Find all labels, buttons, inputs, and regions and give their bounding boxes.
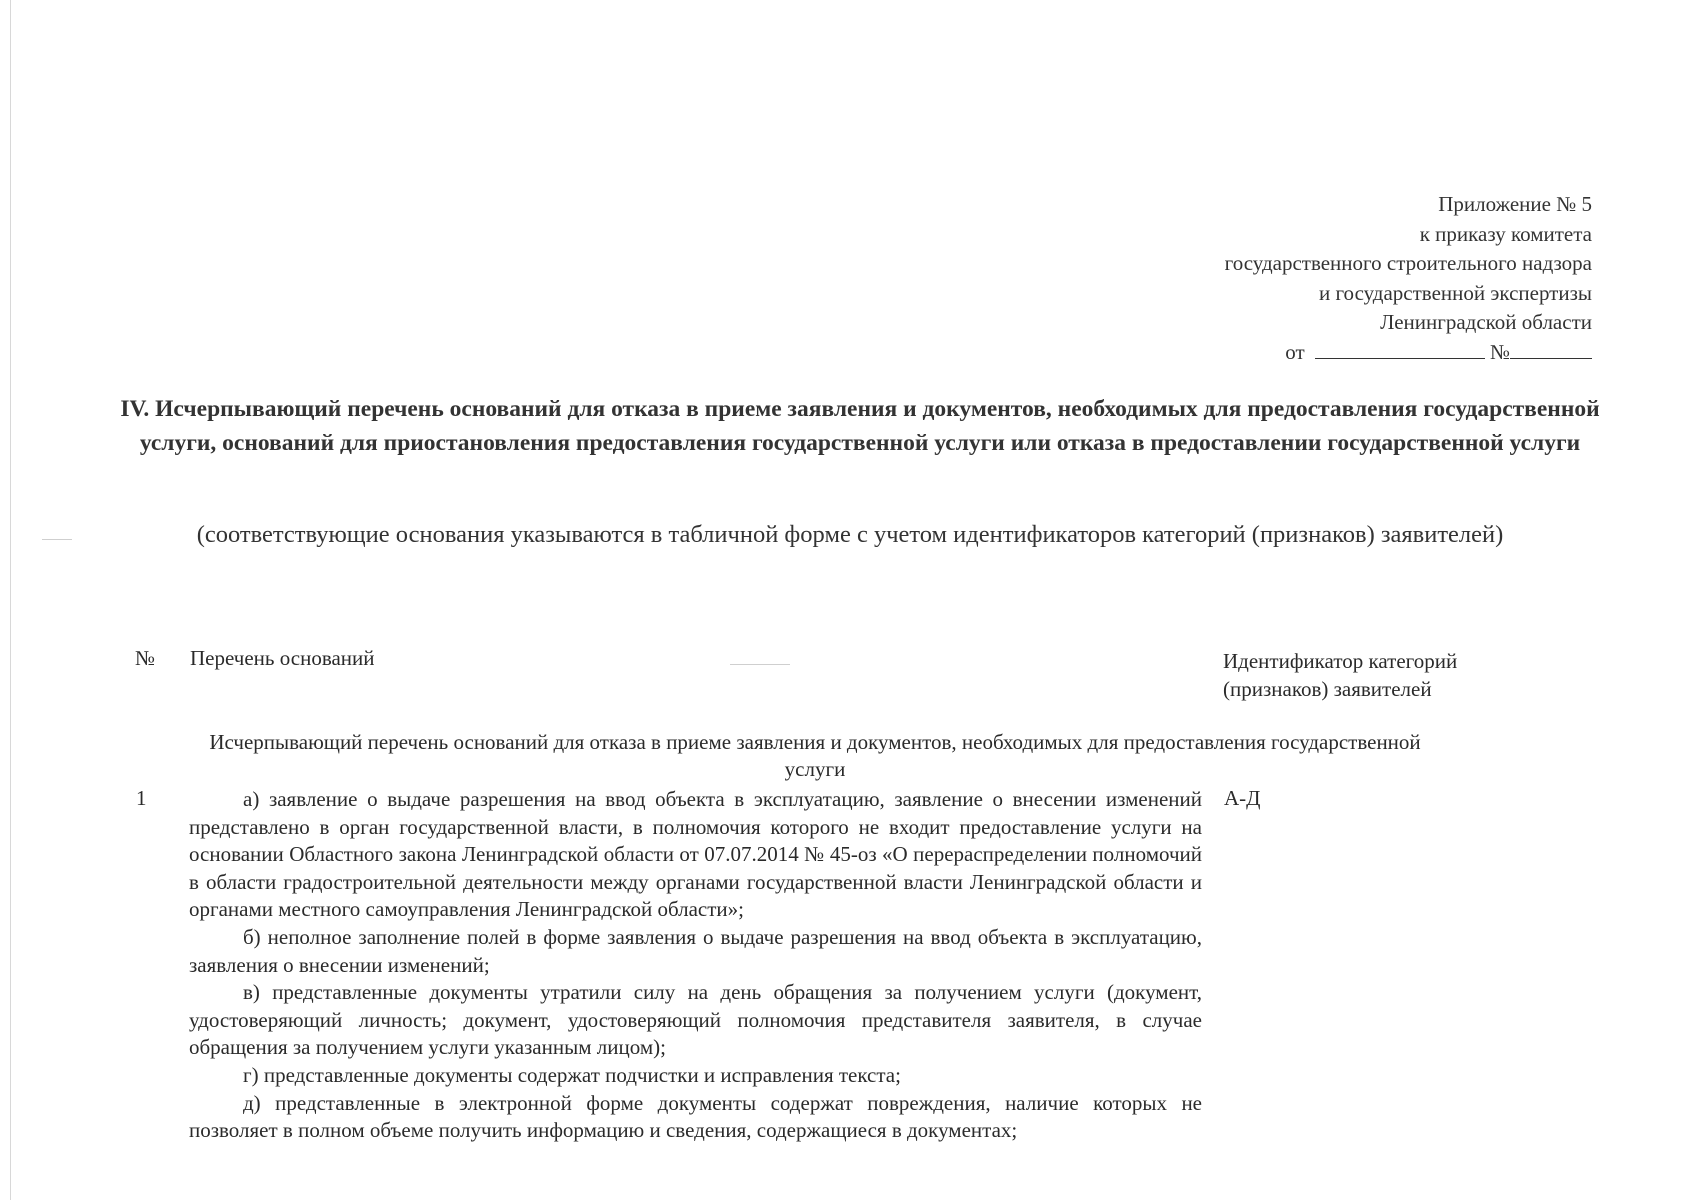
list-item: г) представленные документы содержат подчистки и исправления текста; [243,1062,901,1087]
list-item: б) неполное заполнение полей в форме заявления о выдаче разрешения на ввод объекта в эксплуатацию, заявления о внесении изменений; [189,924,1202,977]
column-header-number: № [135,646,156,670]
date-blank [1315,340,1485,359]
appendix-order-ref: к приказу комитета [1419,221,1592,246]
appendix-date-number-line [1072,338,1592,368]
row-identifier: А-Д [1224,786,1261,810]
scan-speck [730,664,790,665]
list-item: в) представленные документы утратили силу на день обращения за получением услуги (документ, удостоверяющий личность; документ, удостоверяющий полномочия представителя заявителя, в случае обращения за получением услуги указанным лицом); [189,980,1202,1060]
section-title: IV. Исчерпывающий перечень оснований для отказа в приеме заявления и документов, необходимых для предоставления государственной услуги, оснований для приостановления предоставления государственной услуги или отказа в предоставлении государственной услуги [120,396,1600,456]
table-section-caption: Исчерпывающий перечень оснований для отказа в приеме заявления и документов, необходимых для предоставления государственной услуги [209,730,1421,781]
appendix-region: Ленинградской области [1380,310,1592,334]
appendix-header [1072,190,1592,367]
number-prefix: № [1489,339,1510,364]
number-blank [1510,340,1592,359]
list-item: а) заявление о выдаче разрешения на ввод объекта в эксплуатацию, заявление о внесении изменений представлено в орган государственной власти, в полномочия которого не входит предоставление услуги на основании Областного закона Ленинградской области от 07.07.2014 № 45-оз «О перераспределении полномочий в области градостроительной деятельности между органами государственной власти Ленинградской области и органами местного самоуправления Ленинградской области»; [189,787,1202,922]
column-header-identifier: Идентификатор категорий (признаков) заявителей [1223,649,1458,701]
appendix-number: Приложение № 5 [1438,192,1592,216]
scan-speck [42,539,72,540]
date-prefix: от [1285,339,1305,364]
row-items [189,786,1202,1145]
scan-edge-line [10,0,11,1200]
list-item: д) представленные в электронной форме документы содержат повреждения, наличие которых не позволяет в полном объеме получить информацию и сведения, содержащиеся в документах; [189,1090,1202,1143]
section-subtitle: (соответствующие основания указываются в табличной форме с учетом идентификаторов категорий (признаков) заявителей) [196,521,1504,548]
appendix-committee-line1: государственного строительного надзора [1224,251,1592,275]
appendix-committee-line2: и государственной экспертизы [1318,280,1592,305]
column-header-list: Перечень оснований [190,646,375,670]
row-number: 1 [136,786,147,810]
